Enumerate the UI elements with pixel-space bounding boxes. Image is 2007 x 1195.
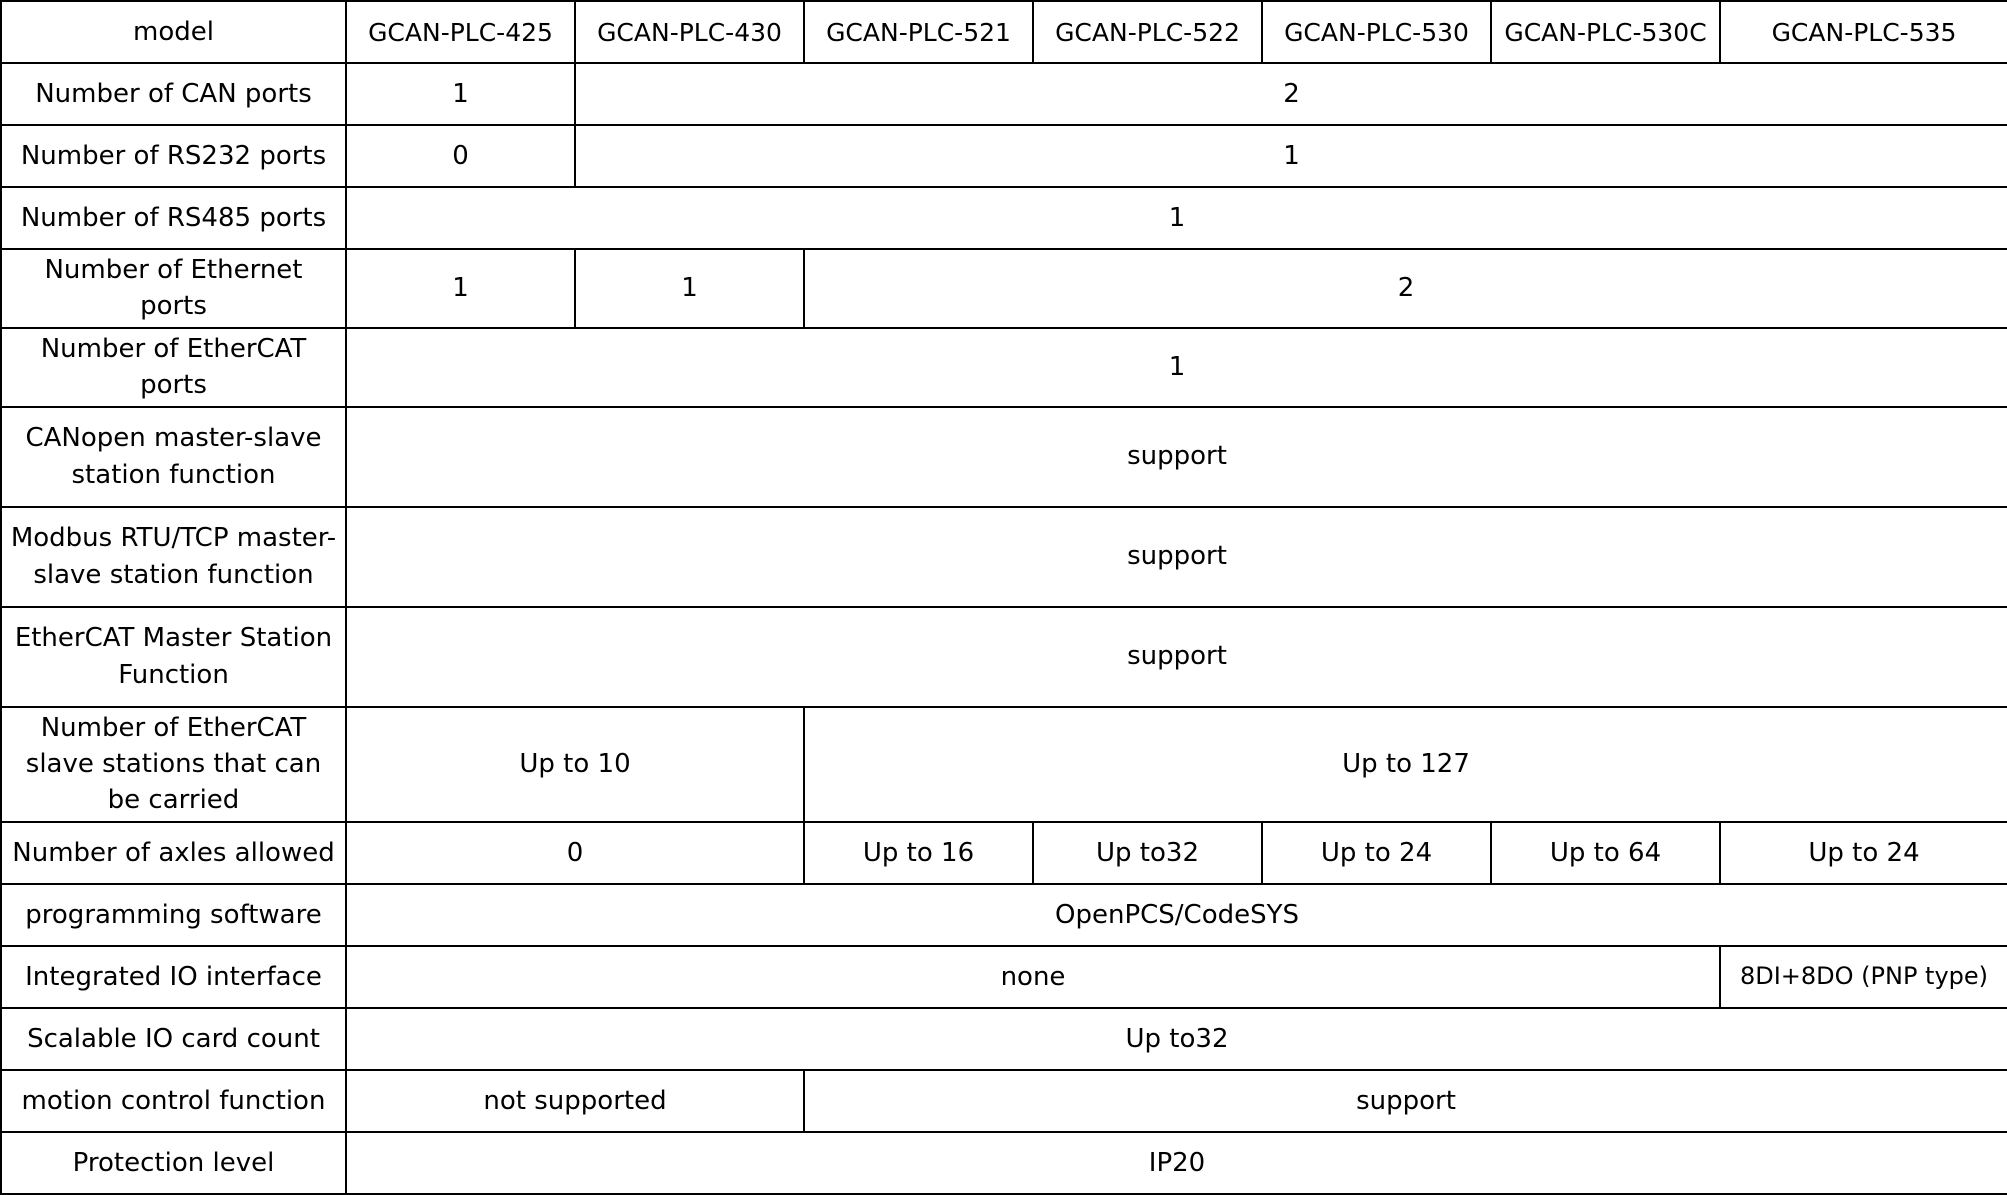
cell-value: support <box>346 507 2007 607</box>
table-row <box>1 407 2007 507</box>
cell-value: OpenPCS/CodeSYS <box>346 884 2007 946</box>
cell-value: support <box>346 607 2007 707</box>
header-row <box>1 1 2007 63</box>
row-label: Scalable IO card count <box>1 1008 346 1070</box>
table-row <box>1 946 2007 1008</box>
table-row <box>1 507 2007 607</box>
table-row <box>1 707 2007 822</box>
row-label: Number of RS232 ports <box>1 125 346 187</box>
row-label: Protection level <box>1 1132 346 1194</box>
row-label: Number of RS485 ports <box>1 187 346 249</box>
row-label: CANopen master-slave station function <box>1 407 346 507</box>
cell-value: not supported <box>346 1070 804 1132</box>
header-model: GCAN-PLC-522 <box>1033 1 1262 63</box>
cell-value: 1 <box>346 249 575 328</box>
cell-value: Up to 127 <box>804 707 2007 822</box>
header-model: GCAN-PLC-521 <box>804 1 1033 63</box>
cell-value: 2 <box>575 63 2007 125</box>
table-row <box>1 1070 2007 1132</box>
cell-value: support <box>346 407 2007 507</box>
cell-value: 8DI+8DO (PNP type) <box>1720 946 2007 1008</box>
cell-value: Up to 16 <box>804 822 1033 884</box>
row-label: Integrated IO interface <box>1 946 346 1008</box>
cell-value: 0 <box>346 125 575 187</box>
table-row <box>1 1008 2007 1070</box>
cell-value: none <box>346 946 1720 1008</box>
header-model: GCAN-PLC-530C <box>1491 1 1720 63</box>
cell-value: Up to 24 <box>1262 822 1491 884</box>
cell-value: Up to32 <box>1033 822 1262 884</box>
table-row <box>1 884 2007 946</box>
cell-value: 1 <box>346 187 2007 249</box>
cell-value: Up to 64 <box>1491 822 1720 884</box>
cell-value: Up to 24 <box>1720 822 2007 884</box>
row-label: EtherCAT Master Station Function <box>1 607 346 707</box>
cell-value: Up to 10 <box>346 707 804 822</box>
header-model: GCAN-PLC-530 <box>1262 1 1491 63</box>
table-row <box>1 63 2007 125</box>
header-model: GCAN-PLC-535 <box>1720 1 2007 63</box>
cell-value: 1 <box>575 249 804 328</box>
cell-value: 2 <box>804 249 2007 328</box>
cell-value: 1 <box>575 125 2007 187</box>
table-row <box>1 1132 2007 1194</box>
cell-value: Up to32 <box>346 1008 2007 1070</box>
cell-value: 1 <box>346 328 2007 407</box>
table-row <box>1 822 2007 884</box>
cell-value: support <box>804 1070 2007 1132</box>
cell-value: 0 <box>346 822 804 884</box>
header-model: GCAN-PLC-430 <box>575 1 804 63</box>
cell-value: 1 <box>346 63 575 125</box>
table-row <box>1 125 2007 187</box>
table-row <box>1 607 2007 707</box>
row-label: motion control function <box>1 1070 346 1132</box>
header-model: GCAN-PLC-425 <box>346 1 575 63</box>
row-label: programming software <box>1 884 346 946</box>
table-row <box>1 187 2007 249</box>
cell-value: IP20 <box>346 1132 2007 1194</box>
table-row <box>1 249 2007 328</box>
row-label: Number of EtherCAT slave stations that can be carried <box>1 707 346 822</box>
header-label: model <box>1 1 346 63</box>
row-label: Number of Ethernet ports <box>1 249 346 328</box>
row-label: Number of CAN ports <box>1 63 346 125</box>
row-label: Number of EtherCAT ports <box>1 328 346 407</box>
row-label: Modbus RTU/TCP master-slave station function <box>1 507 346 607</box>
table-row <box>1 328 2007 407</box>
row-label: Number of axles allowed <box>1 822 346 884</box>
